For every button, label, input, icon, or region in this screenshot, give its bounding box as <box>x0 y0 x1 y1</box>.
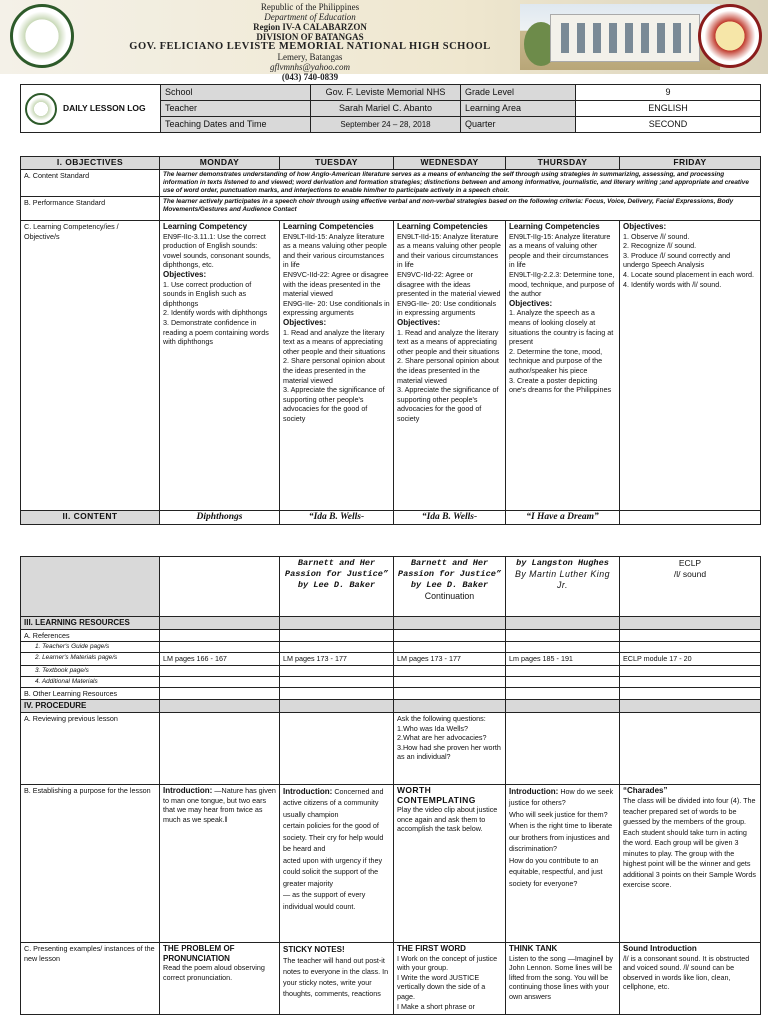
procedure-heading: IV. PROCEDURE <box>21 700 160 713</box>
quarter-label: Quarter <box>461 117 576 133</box>
grade-value: 9 <box>576 85 761 101</box>
objectives-text: 1. Use correct production of sounds in English such as diphthongs 2. Identify words with diphthongs 3. Demonstrate confidence in reading a poem containing words with diphthongs <box>163 279 269 347</box>
lesson-title: by Langston Hughes <box>516 558 609 568</box>
day-wednesday: WEDNESDAY <box>394 157 506 170</box>
objectives-subheading: Objectives: <box>283 317 327 327</box>
banner-line: DIVISION OF BATANGAS <box>256 32 364 42</box>
competency-thursday <box>506 221 620 511</box>
examples-monday <box>160 942 280 1014</box>
worth-text: Play the video clip about justice once again and ask them to accomplish the task below. <box>397 805 498 834</box>
lesson-title: Barnett and Her Passion for Justice” by Lee D. Baker <box>284 558 389 590</box>
examples-friday <box>620 942 761 1014</box>
review-label: A. Reviewing previous lesson <box>21 712 160 784</box>
intro-heading: Introduction: <box>509 786 559 796</box>
dates-value: September 24 – 28, 2018 <box>311 117 461 133</box>
competency-heading: Learning Competencies <box>283 222 374 231</box>
banner-line: Lemery, Batangas <box>277 52 343 62</box>
resources-heading: III. LEARNING RESOURCES <box>21 617 160 630</box>
content-thursday: “I Have a Dream” <box>506 511 620 525</box>
objectives-text: 1. Analyze the speech as a means of looking closely at situations the country is facing at present 2. Determine the tone, mood, technique and purpose of the author/speaker his piece 3. Create a poster depicting one's dreams for the Philippines <box>509 308 614 395</box>
school-seal-icon <box>698 4 762 68</box>
references-label: A. References <box>21 629 160 642</box>
day-monday: MONDAY <box>160 157 280 170</box>
content-tuesday: “Ida B. Wells- <box>280 511 394 525</box>
deped-seal-icon <box>10 4 74 68</box>
area-label: Learning Area <box>461 101 576 117</box>
content-standard-label: A. Content Standard <box>21 170 160 197</box>
competency-text: EN9LT-IId-15: Analyze literature as a means valuing other people and their various circumstances in life EN9VC-IId-22: Agree or disagree with the ideas presented in the material viewed EN9G-IIe- 20: Use conditionals in expressing arguments <box>283 231 390 318</box>
banner-line: Department of Education <box>264 12 356 22</box>
content-cont-thursday <box>506 557 620 617</box>
purpose-tuesday <box>280 784 394 942</box>
purpose-thursday <box>506 784 620 942</box>
content-cont-friday <box>620 557 761 617</box>
intro-heading: Introduction: <box>283 786 333 796</box>
think-tank-heading: THINK TANK <box>509 943 558 953</box>
pronunciation-text: Read the poem aloud observing correct pronunciation. <box>163 963 265 982</box>
day-tuesday: TUESDAY <box>280 157 394 170</box>
header-logo-cell <box>21 85 161 133</box>
examples-label: C. Presenting examples/ instances of the new lesson <box>21 942 160 1014</box>
objectives-text: 1. Read and analyze the literary text as a means of appreciating other people and their situations 2. Share personal opinion about the ideas presented in the material viewed 3. Appreciate the significance of supporting other people's advocacies for the good of society <box>283 327 386 423</box>
competency-text: EN9LT-IIg-15: Analyze literature as a means of valuing other people and their circumstances in life EN9LT-IIg-2.2.3: Determine tone, mood, technique, and purpose of the author <box>509 231 615 299</box>
sticky-notes-text: The teacher will hand out post-it notes to everyone in the class. In your sticky notes, write your thoughts, comments, reactions <box>283 955 389 998</box>
purpose-label: B. Establishing a purpose for the lesson <box>21 784 160 942</box>
charades-text: The class will be divided into four (4). The teacher prepared set of words to be guessed by the members of the group. Each student should take turn in acting the word. Each group will be given 3 minutes to play. The group with the highest point will be the winner and gets additional 3 points on their Sample Words exercise score. <box>623 796 756 890</box>
first-word-text: I Work on the concept of justice with your group. I Write the word JUSTICE vertically down the side of a page. I Make a short phrase or <box>397 953 498 1011</box>
objectives-text: 1. Read and analyze the literary text as a means of appreciating other people and their situations 2. Share personal opinion about the ideas presented in the material viewed 3. Appreciate the significance of supporting other people's advocacies for the good of society <box>397 327 500 423</box>
continuation-label: Continuation <box>424 591 475 601</box>
lesson-subtitle: /l/ sound <box>673 569 707 579</box>
charades-heading: “Charades” <box>623 785 668 795</box>
competency-heading: Learning Competencies <box>397 222 488 231</box>
other-resources-label: B. Other Learning Resources <box>21 687 160 700</box>
objectives-heading: I. OBJECTIVES <box>21 157 160 170</box>
performance-standard-label: B. Performance Standard <box>21 197 160 221</box>
doc-label: DAILY LESSON LOG <box>63 102 146 113</box>
deped-logo-icon <box>25 93 57 125</box>
dates-label: Teaching Dates and Time <box>161 117 311 133</box>
school-value: Gov. F. Leviste Memorial NHS <box>311 85 461 101</box>
content-cont-tuesday <box>280 557 394 617</box>
teacher-label: Teacher <box>161 101 311 117</box>
pronunciation-heading: THE PROBLEM OF PRONUNCIATION <box>163 943 235 963</box>
grade-label: Grade Level <box>461 85 576 101</box>
content-monday: Diphthongs <box>160 511 280 525</box>
lm-wednesday: LM pages 173 - 177 <box>394 653 506 666</box>
banner-text <box>110 2 510 82</box>
first-word-heading: THE FIRST WORD <box>397 943 466 953</box>
sound-intro-heading: Sound Introduction <box>623 943 697 953</box>
content-heading: II. CONTENT <box>21 511 160 525</box>
examples-thursday <box>506 942 620 1014</box>
purpose-friday <box>620 784 761 942</box>
additional-materials-label: 4. Additional Materials <box>21 676 160 687</box>
banner-school-name: GOV. FELICIANO LEVISTE MEMORIAL NATIONAL HIGH SCHOOL <box>129 41 491 52</box>
school-label: School <box>161 85 311 101</box>
intro-text: Concerned and active citizens of a community usually champion certain policies for the good of society. Their cry for help would be heard and acted upon with urgency if they could solicit the support of the greater majority — as the support of every individual would count. <box>283 786 384 911</box>
blank-cell <box>21 557 160 617</box>
performance-standard-text: The learner actively participates in a speech choir through using effective verbal and non-verbal strategies based on the following criteria: Focus, Voice, Delivery, Facial Expressions, Body Movements/Gestures and Audience Contact <box>160 197 761 221</box>
banner-line: Republic of the Philippines <box>260 2 360 12</box>
teachers-guide-label: 1. Teacher's Guide page/s <box>21 642 160 653</box>
teacher-value: Sarah Mariel C. Abanto <box>311 101 461 117</box>
competency-label: C. Learning Competency/ies / Objective/s <box>21 221 160 511</box>
competency-text: EN9F-IIc-3.11.1: Use the correct production of English sounds: vowel sounds, consonant sounds, diphthongs, etc. <box>163 231 271 270</box>
content-wednesday: “Ida B. Wells- <box>394 511 506 525</box>
objectives-subheading: Objectives: <box>163 269 207 279</box>
competency-tuesday <box>280 221 394 511</box>
competency-heading: Learning Competency <box>163 222 248 231</box>
think-tank-text: Listen to the song ―Imagine‖ by John Lennon. Some lines will be lifted from the song. You will be continuing those lines with your own answers <box>509 953 614 1001</box>
building-shape <box>550 14 700 62</box>
competency-heading: Learning Competencies <box>509 222 600 231</box>
objectives-subheading: Objectives: <box>509 298 553 308</box>
content-cont-wednesday <box>394 557 506 617</box>
quarter-value: SECOND <box>576 117 761 133</box>
procedure-table <box>20 556 761 1015</box>
lm-monday: LM pages 166 - 167 <box>160 653 280 666</box>
lesson-title: ECLP <box>678 558 702 568</box>
examples-tuesday <box>280 942 394 1014</box>
objectives-text: 1. Observe /l/ sound. 2. Recognize /l/ sound. 3. Produce /l/ sound correctly and undergo Speech Analysis 4. Locate sound placement in each word. 4. Identify words with /l/ sound. <box>623 231 755 289</box>
purpose-monday <box>160 784 280 942</box>
lm-tuesday: LM pages 173 - 177 <box>280 653 394 666</box>
banner-email: gflvmnhs@yahoo.com <box>269 62 350 72</box>
competency-text: EN9LT-IId-15: Analyze literature as a means valuing other people and their various circumstances in life EN9VC-IId-22: Agree or disagree with the ideas presented in the material viewed EN9G-IIe- 20: Use conditionals in expressing arguments <box>397 231 501 318</box>
objectives-subheading: Objectives: <box>397 317 441 327</box>
competency-monday <box>160 221 280 511</box>
objectives-table <box>20 156 761 525</box>
competency-friday <box>620 221 761 511</box>
banner-line: Region IV-A CALABARZON <box>253 22 367 32</box>
examples-wednesday <box>394 942 506 1014</box>
blank-cell <box>160 557 280 617</box>
day-thursday: THURSDAY <box>506 157 620 170</box>
competency-wednesday <box>394 221 506 511</box>
content-standard-text: The learner demonstrates understanding of how Anglo-American literature serves as a means of enhancing the self through using strategies in summarizing, assessing, and processing information in texts listened to and viewed; word derivation and formation strategies; distinctions between and among informative, journalistic, and literary writing ;and appropriate and creative use of word order, punctuation marks, and interjections to enable him/her to participate actively in a speech choir. <box>160 170 761 197</box>
school-banner <box>0 0 768 82</box>
author-label: By Martin Luther King Jr. <box>514 569 611 590</box>
learners-materials-label: 2. Learner's Materials page/s <box>21 653 160 666</box>
objectives-subheading: Objectives: <box>623 222 667 231</box>
review-wednesday: Ask the following questions: 1.Who was Ida Wells? 2.What are her advocacies? 3.How had she proven her worth as an individual? <box>394 712 506 784</box>
lm-thursday: Lm pages 185 - 191 <box>506 653 620 666</box>
lesson-title: Barnett and Her Passion for Justice” by Lee D. Baker <box>397 558 502 590</box>
content-friday <box>620 511 761 525</box>
textbook-label: 3. Textbook page/s <box>21 665 160 676</box>
intro-text: How do we seek justice for others? Who will seek justice for them? When is the right time to liberate our brothers from injustices and discrimination? How do you contribute to an equitable, respectful, and just society for everyone? <box>509 786 614 888</box>
worth-heading: WORTH CONTEMPLATING <box>397 784 476 805</box>
purpose-wednesday <box>394 784 506 942</box>
banner-phone: (043) 740-0839 <box>281 72 339 82</box>
school-building-photo <box>520 4 720 70</box>
header-table <box>20 84 761 133</box>
intro-heading: Introduction: <box>163 785 213 795</box>
intro-text: ―Nature has given to man one tongue, but two ears that we may hear from twice as much as we speak.‖ <box>163 785 276 824</box>
lm-friday: ECLP module 17 - 20 <box>620 653 761 666</box>
day-friday: FRIDAY <box>620 157 761 170</box>
area-value: ENGLISH <box>576 101 761 117</box>
sticky-notes-heading: STICKY NOTES! <box>283 944 345 954</box>
sound-intro-text: /l/ is a consonant sound. It is obstructed and voiced sound. /l/ sound can be observed in words like lion, clean, cellphone, etc. <box>623 953 750 992</box>
